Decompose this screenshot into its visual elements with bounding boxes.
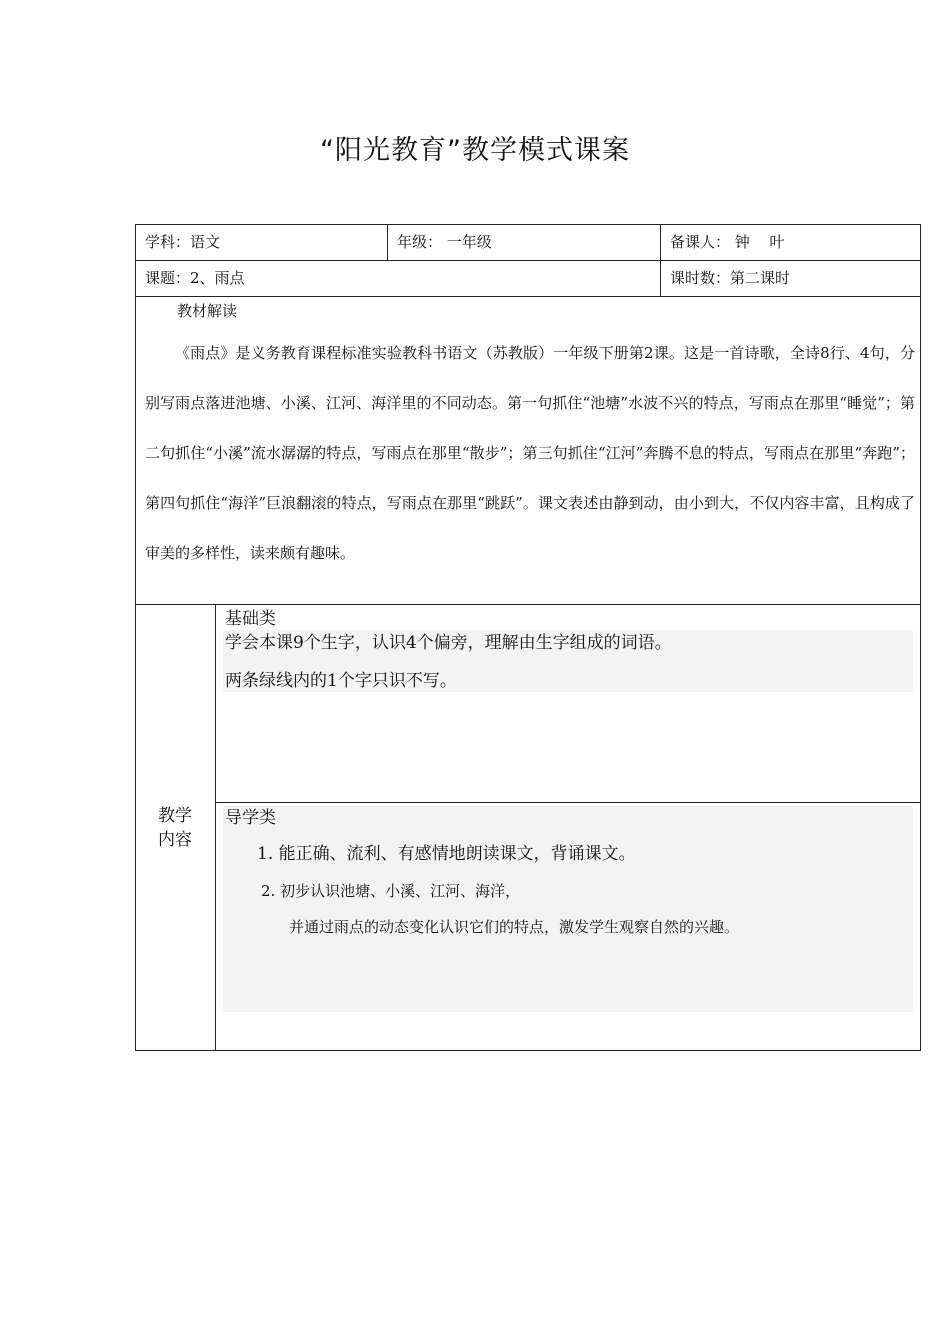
periods-field: 课时数：第二课时: [670, 269, 791, 287]
basic-line-2: 两条绿线内的1个字只识不写。: [225, 671, 457, 691]
preparer-field: 备课人： 钟 叶: [670, 233, 785, 251]
content-label-line1: 教学: [158, 806, 192, 826]
table-rule-row2: [135, 296, 921, 297]
guide-item-2-cont: 并通过雨点的动态变化认识它们的特点，激发学生观察自然的兴趣。: [289, 918, 740, 936]
table-rule-basic: [215, 802, 921, 803]
lesson-plan-table: [135, 224, 921, 1051]
guide-item-1: 1. 能正确、流利、有感情地朗读课文，背诵课文。: [257, 844, 636, 864]
guide-item-2: 2. 初步认识池塘、小溪、江河、海洋，: [261, 882, 521, 900]
table-divider-preparer: [660, 224, 661, 296]
textbook-heading: 教材解读: [177, 302, 238, 320]
table-divider-label: [215, 604, 216, 1051]
guide-heading: 导学类: [225, 808, 276, 828]
guide-shade: [223, 806, 913, 1012]
table-divider-grade: [387, 224, 388, 260]
topic-field: 课题：2、雨点: [145, 269, 245, 287]
basic-heading: 基础类: [225, 609, 276, 629]
subject-field: 学科：语文: [145, 233, 221, 251]
grade-field: 年级： 一年级: [397, 233, 492, 251]
basic-line-1: 学会本课9个生字，认识4个偏旁，理解由生字组成的词语。: [225, 633, 672, 653]
table-rule-row3: [135, 604, 921, 605]
textbook-body: 《雨点》是义务教育课程标准实验教科书语文（苏教版）一年级下册第2课。这是一首诗歌，全诗8行、4句，分别写雨点落进池塘、小溪、江河、海洋里的不同动态。第一句抓住“池塘”水波不兴的特点，写雨点在那里“睡觉”；第二句抓住“小溪”流水潺潺的特点，写雨点在那里“散步”；第三句抓住“江河”奔腾不息的特点，写雨点在那里“奔跑”；第四句抓住“海洋”巨浪翻滚的特点，写雨点在那里“跳跃”。课文表述由静到动，由小到大，不仅内容丰富，且构成了审美的多样性，读来颇有趣味。: [145, 344, 915, 562]
content-label-line2: 内容: [158, 830, 192, 850]
table-border-left: [135, 224, 136, 1051]
table-rule-row1: [135, 260, 921, 261]
content-label: [135, 804, 215, 852]
table-border-bottom: [135, 1050, 921, 1051]
table-border-right: [920, 224, 921, 1051]
table-border-top: [135, 224, 921, 225]
page-title: “阳光教育”教学模式课案: [320, 135, 630, 166]
